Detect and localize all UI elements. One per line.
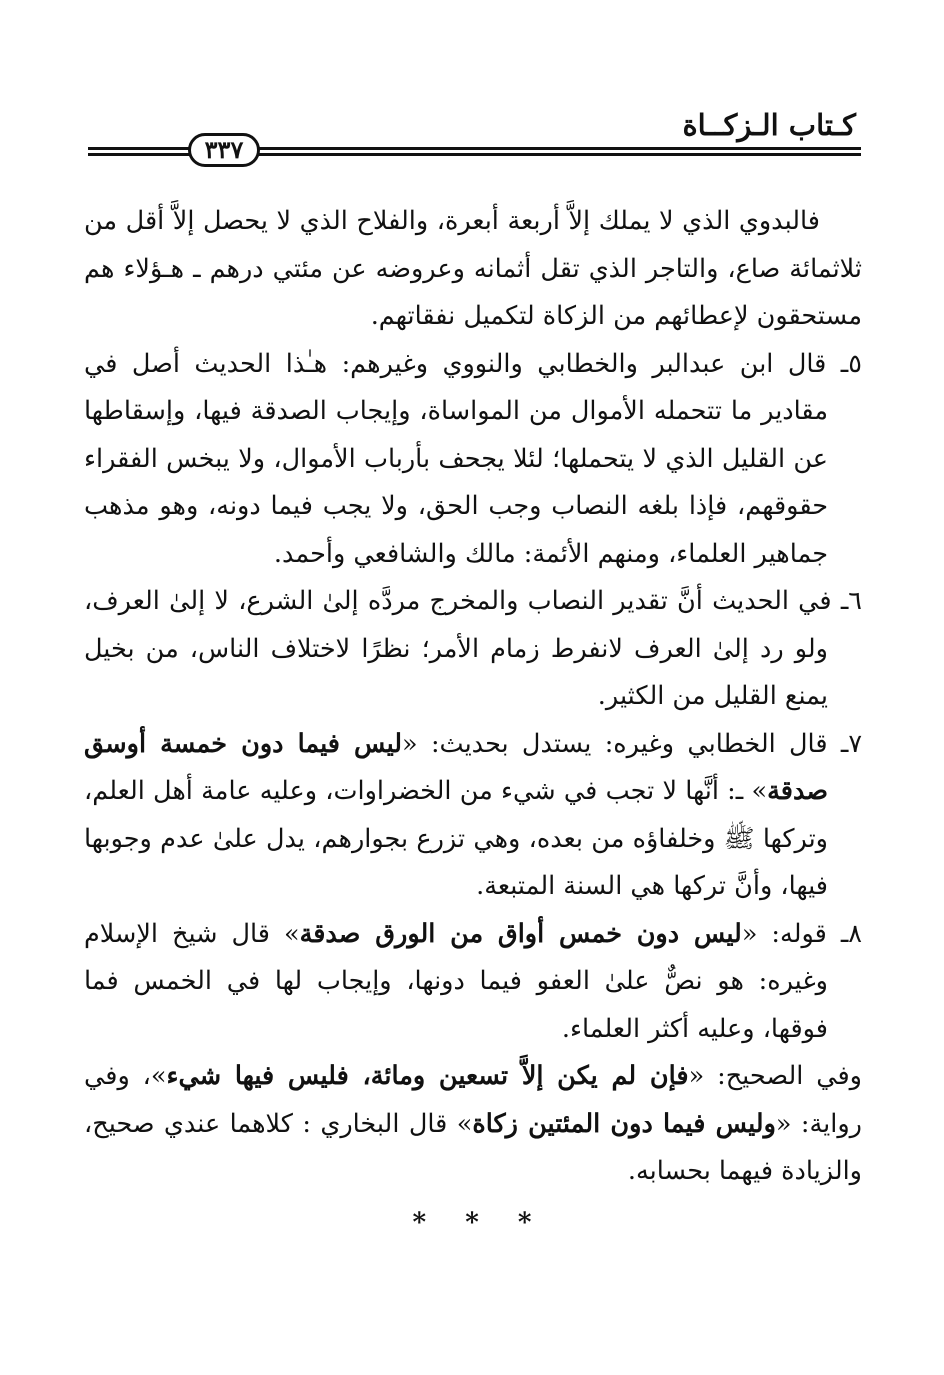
header-rule-left (88, 147, 190, 156)
paragraph-number: ٥ـ (840, 348, 862, 379)
paragraph-text-before: وفي الصحيح: « (688, 1061, 862, 1091)
paragraph-8 (84, 911, 862, 1054)
paragraph-number: ٦ـ (840, 586, 862, 616)
paragraph-number: ٧ـ (840, 728, 863, 759)
paragraph-text-before: قال الخطابي وغيره: يستدل بحديث: « (402, 728, 828, 759)
hadith-quote: ليس فيما دون خمسة أوسق صدقة (84, 728, 828, 806)
paragraph-number: ٨ـ (840, 918, 862, 949)
paragraph-text-before: قوله: « (741, 918, 827, 949)
paragraph-text-after: » قال شيخ الإسلام وغيره: هو نصٌّ علىٰ العفو فيما دونها، وإيجاب لها في الخمس فما فوقها، وعليه أكثر العلماء. (84, 918, 828, 1044)
hadith-quote: فإن لم يكن إلاَّ تسعين ومائة، فليس فيها شيء (166, 1061, 689, 1091)
paragraph-text: قال ابن عبدالبر والخطابي والنووي وغيرهم: هـٰذا الحديث أصل في مقادير ما تتحمله الأموال من المواساة، وإيجاب الصدقة فيها، وإسقاطها عن القليل الذي لا يتحملها؛ لئلا يجحف بأرباب الأموال، ولا يبخس الفقراء حقوقهم، فإذا بلغه النصاب وجب الحق، ولا يجب فيما دونه، وهو مذهب جماهير العلماء، ومنهم الأئمة: مالك والشافعي وأحمد. (84, 348, 828, 569)
paragraph-text-after: » ـ: أنَّها لا تجب في شيء من الخضراوات، وعليه عامة أهل العلم، وتركها ﷺ وخلفاؤه من بعده، وهي تزرع بجوارهم، يدل علىٰ عدم وجوبها فيها، وأنَّ تركها هي السنة المتبعة. (84, 776, 828, 901)
paragraph-5 (84, 341, 862, 579)
paragraph-text-middle: »، وفي رواية: « (84, 1061, 862, 1139)
paragraph-text: فالبدوي الذي لا يملك إلاَّ أربعة أبعرة، والفلاح الذي لا يحصل إلاَّ أقل من ثلاثمائة صاع، والتاجر الذي تقل أثمانه وعروضه عن مئتي درهم ـ هـؤلاء هم مستحقون لإعطائهم من الزكاة لتكميل نفقاتهم. (84, 206, 862, 331)
paragraph-text-after: » قال البخاري : كلاهما عندي صحيح، والزيادة فيهما بحسابه. (84, 1108, 862, 1186)
paragraph-sahih (84, 1053, 862, 1196)
hadith-quote: ليس دون خمس أواق من الورق صدقة (299, 918, 742, 949)
page-number: ٣٣٧ (188, 133, 260, 167)
book-title: كـتاب الـزكــاة (682, 108, 856, 142)
paragraph-7 (84, 721, 862, 911)
section-end-ornament: * * * (412, 1208, 532, 1238)
page-body (84, 198, 862, 1196)
header-rule-right (258, 147, 861, 156)
paragraph-text: في الحديث أنَّ تقدير النصاب والمخرج مردَّه إلىٰ الشرع، لا إلىٰ العرف، ولو رد إلىٰ العرف لانفرط زمام الأمر؛ نظرًا لاختلاف الناس، من بخيل يمنع القليل من الكثير. (84, 586, 832, 711)
paragraph-intro (84, 198, 862, 341)
hadith-quote-second: وليس فيما دون المئتين زكاة (472, 1108, 776, 1139)
paragraph-6 (84, 578, 862, 721)
